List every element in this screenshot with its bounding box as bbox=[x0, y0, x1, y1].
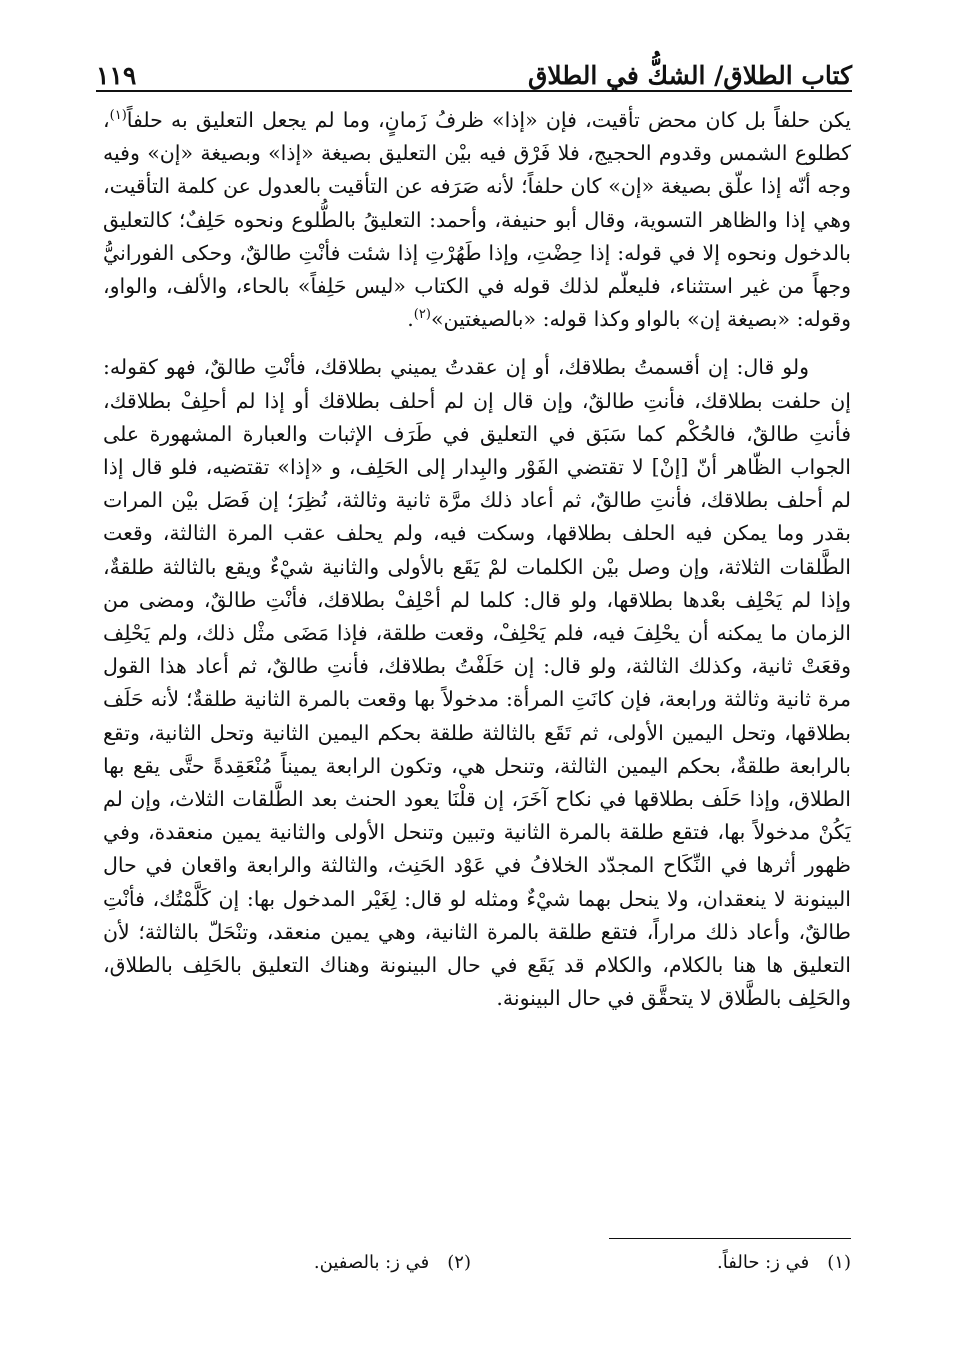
paragraph-1 bbox=[103, 104, 851, 336]
paragraph-1-text-end: . bbox=[407, 307, 414, 332]
footnote-1 bbox=[717, 1252, 851, 1273]
header-divider bbox=[96, 90, 852, 92]
footnote-ref-2: (٢) bbox=[413, 307, 431, 323]
page-number: ١١٩ bbox=[96, 61, 137, 90]
footnote-1-number: (١) bbox=[827, 1252, 851, 1273]
footnote-2-number: (٢) bbox=[447, 1252, 471, 1273]
footnote-1-text: في ز: حالفاً. bbox=[717, 1252, 810, 1273]
footnote-ref-1: (١) bbox=[109, 108, 127, 124]
running-header bbox=[96, 40, 852, 90]
paragraph-1-text-b: ، كطلوع الشمس وقدوم الحجيج، فلا فَرْق فيه بيْن التعليق بصيغة «إذا» وبصيغة «إن» وفيه وجه أنّه إذا علّق بصيغة «إن» كان حلفاً؛ لأنه صَرَفه عن التأقيت بالعدول عن كلمة التأقيت، وهي إذا والظاهر التسوية، وقال أبو حنيفة، وأحمد: التعليقُ بالطُّلوع ونحوه حَلِفٌ؛ كالتعليق بالدخول ونحوه إلا في قوله: إذا حِضْتِ، وإذا طَهُرْتِ إذا شئت فأنْتِ طالقٌ، وحكى الفورانيُّ وجهاً من غير استثناء، فليعلّم لذلك قوله في الكتاب «ليس حَلِفاً» بالحاء، والألف، والواو، وقوله: «بصيغة إن» بالواو وكذا قوله: «بالصيغتين» bbox=[103, 108, 851, 332]
chapter-title: كتاب الطلاق/ الشكُّ في الطلاق bbox=[527, 61, 852, 90]
footnotes bbox=[103, 1252, 851, 1286]
footnote-2 bbox=[314, 1252, 471, 1273]
footnote-divider bbox=[609, 1238, 851, 1239]
paragraph-1-text-a: يكن حلفاً بل كان محض تأقيت، فإن «إذا» ظرفُ زَمانٍ، وما لم يجعل التعليق به حلفاً bbox=[126, 108, 851, 132]
footnote-2-text: في ز: بالصفين. bbox=[313, 1252, 430, 1273]
paragraph-2: ولو قال: إن أقسمتُ بطلاقك، أو إن عقدتُ يميني بطلاقك، فأنْتِ طالقٌ، فهو كقوله: إن حلفت بطلاقك، فأنتِ طالقٌ، وإن قال إن لم أحلف بطلاقك أو إذا لم أحلِفْ بطلاقك، فأنتِ طالقٌ، فالحُكْم كما سَبَق في التعليق في طَرَف الإثبات والعبارة المشهورة على الجواب الظّاهر أنّ [إنْ] لا تقتضي الفَوْر والبِدار إلى الحَلِف، و «إذا» تقتضيه، فلو قال إذا لم أحلف بطلاقك، فأنتِ طالقٌ، ثم أعاد ذلك مرَّة ثانية وثالثة، نُظِرَ؛ إن فَصَل بيْن المرات بقدر وما يمكن فيه الحلف بطلاقها، وسكت فيه، ولم يحلف عقب المرة الثالثة، وقعت الطَّلقات الثلاثة، وإن وصل بيْن الكلمات لمْ يَقَع بالأولى والثانية شيْءٌ ويقع بالثالثة طلقةٌ، وإذا لم يَحْلِف بعْدها بطلاقها، ولو قال: كلما لم أحْلِفْ بطلاقك، فأنْتِ طالقٌ، ومضى من الزمان ما يمكنه أن يحْلِفَ فيه، فلم يَحْلِفْ، وقعت طلقة، فإذا مَضَى مثْل ذلك، ولم يَحْلِف وقعَتْ ثانية، وكذلك الثالثة، ولو قال: إن حَلَفْتُ بطلاقك، فأنتِ طالقٌ، ثم أعاد هذا القول مرة ثانية وثالثة ورابعة، فإن كانَتِ المرأة: مدخولاً بها وقعت بالمرة الثانية طلقةٌ؛ لأنه حَلَف بطلاقها، وتحل اليمين الأولى، ثم تَقَع بالثالثة طلقة بحكم اليمين الثانية وتحل الثانية، وتقع بالرابعة طلقةٌ، بحكم اليمين الثالثة، وتنحل هي، وتكون الرابعة يميناً مُنْعَقِدةً حتَّى يقع بها الطلاق، وإذا حَلَف بطلاقها في نكاح آخَرَ، إن قلْنَا يعود الحنث بعد الطَّلقات الثلاث، وإن لم يَكُنْ مدخولاً بها، فتقع طلقة بالمرة الثانية وتبين وتنحل الأولى والثانية يمين منعقدة، وفي ظهور أثرها في النِّكَاح المجدّد الخلافُ في عَوْد الحَنِث، والثالثة والرابعة واقعان في حال البينونة لا ينعقدان، ولا ينحل بهما شيْءٌ ومثله لو قال: لِغَيْر المدخول بها: إن كَلَّمْتُك، فأنْتِ طالقٌ، وأعاد ذلك مراراً، فتقع طلقة بالمرة الثانية، وهي يمين منعقد، وتنْحَلّ بالثالثة؛ لأن التعليق ها هنا بالكلام، والكلام قد يَقَع في حال البينونة وهناك التعليق بالحَلِف بالطلاق، والحَلِف بالطَّلاق لا يتحقَّق في حال البينونة. bbox=[103, 355, 851, 1011]
main-text bbox=[103, 104, 851, 1015]
